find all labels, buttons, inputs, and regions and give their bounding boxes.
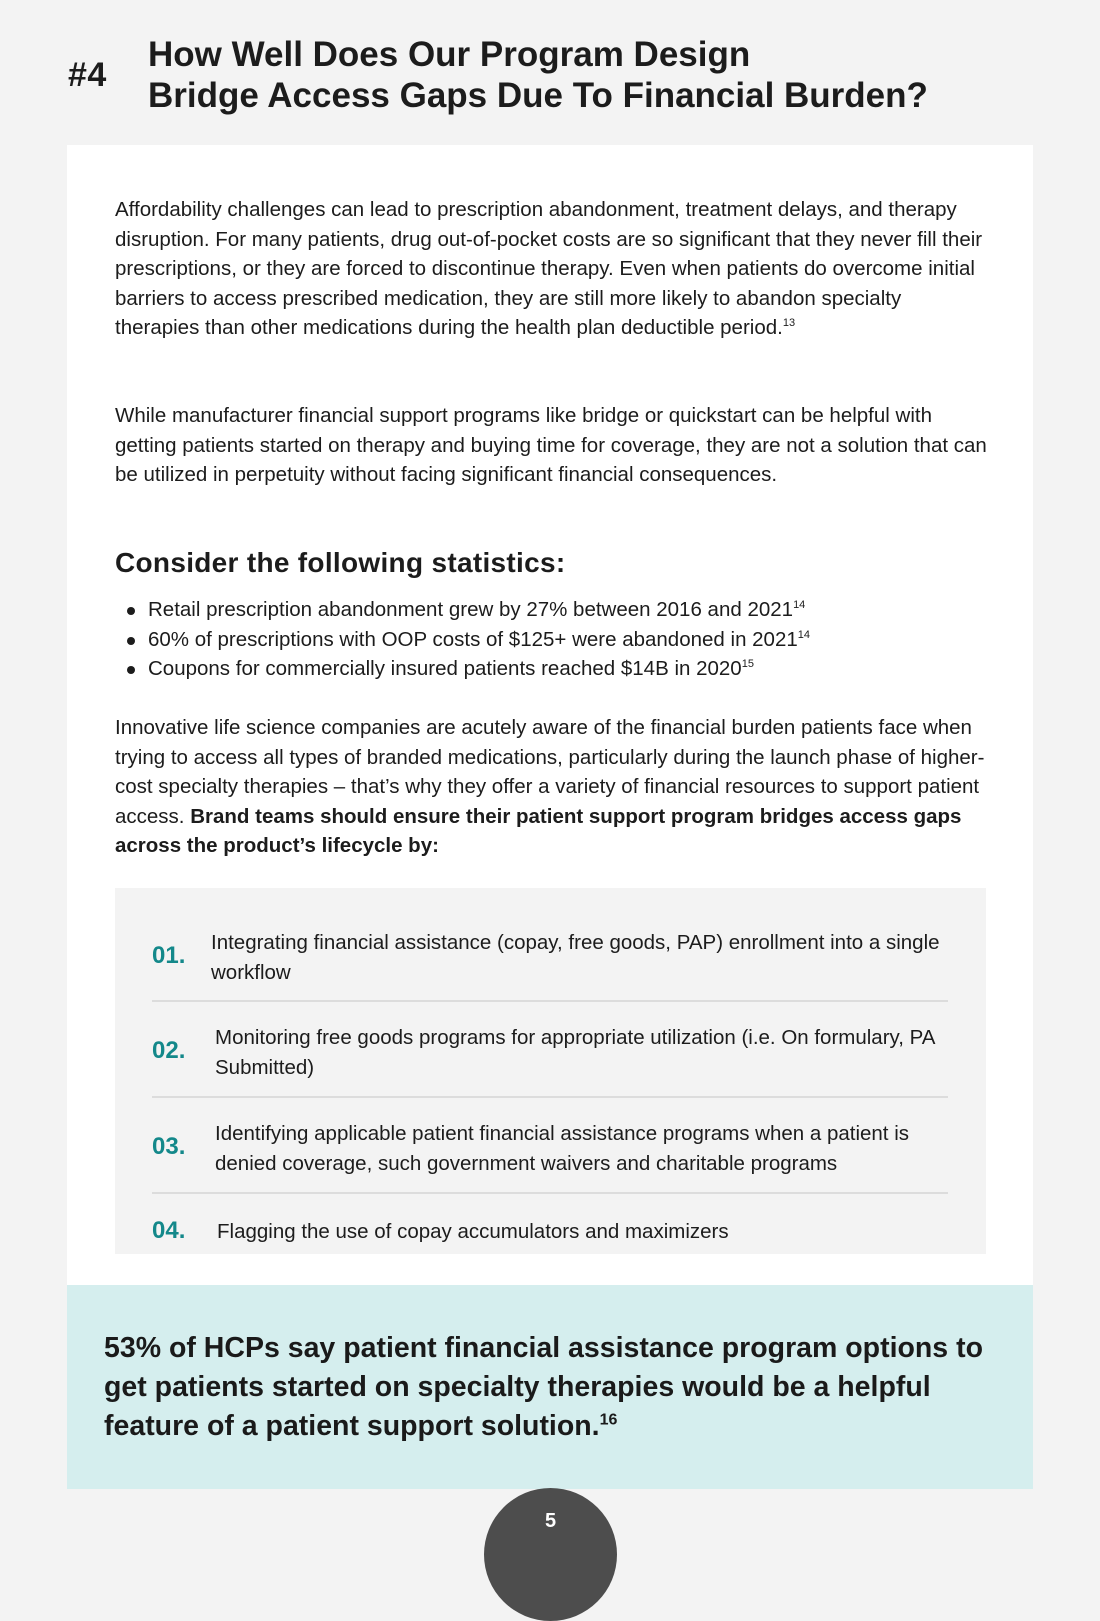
step-divider: [152, 1000, 948, 1002]
footnote-ref: 14: [797, 628, 811, 641]
statistic-text: Retail prescription abandonment grew by 27% between 2016 and 2021: [148, 598, 794, 621]
step-text: Flagging the use of copay accumulators and maximizers: [217, 1220, 729, 1243]
list-item: [115, 654, 985, 684]
step-divider: [152, 1096, 948, 1098]
steps-box: [115, 888, 986, 1254]
intro-paragraph-1: [115, 195, 987, 343]
intro-paragraph-1-text: Affordability challenges can lead to prescription abandonment, treatment delays, and therapy disruption. For many patients, drug out-of-pocket costs are so significant that they never fill their prescriptions, or they are forced to discontinue therapy. Even when patients do overcome initial barriers to access prescribed medication, they are still more likely to abandon specialty therapies than other medications during the health plan deductible period.: [115, 198, 983, 339]
statistic-text: 60% of prescriptions with OOP costs of $125+ were abandoned in 2021: [148, 627, 798, 651]
intro-paragraph-2: While manufacturer financial support programs like bridge or quickstart can be helpful with getting patients started on therapy and buying time for coverage, they are not a solution that can be utilized in perpetuity without facing significant financial consequences.: [115, 404, 987, 486]
callout-statement: 53% of HCPs say patient financial assistance program options to get patients started on specialty therapies would be a helpful feature of a patient support solution.: [104, 1332, 983, 1442]
statistic-text: Coupons for commercially insured patients reached $14B in 2020: [148, 657, 742, 680]
statistics-heading: Consider the following statistics:: [115, 547, 566, 578]
list-item: [115, 595, 985, 625]
step-text: Identifying applicable patient financial assistance programs when a patient is denied coverage, such government waivers and charitable programs: [215, 1122, 909, 1175]
closing-bold-text: Brand teams should ensure their patient support program bridges access gaps across the product’s lifecycle by:: [115, 804, 962, 857]
footnote-ref: 13: [782, 317, 796, 330]
closing-paragraph: [115, 713, 987, 861]
callout-box: [67, 1285, 1033, 1489]
page-title-line-1: How Well Does Our Program Design: [148, 35, 751, 74]
step-number: 02.: [152, 1037, 186, 1064]
footnote-ref: 16: [599, 1411, 618, 1429]
page-title-line-2: Bridge Access Gaps Due To Financial Burden?: [148, 76, 928, 115]
closing-text: Innovative life science companies are acutely aware of the financial burden patients face when trying to access all types of branded medications, particularly during the launch phase of higher-cost specialty therapies – that’s why they offer a variety of financial resources to support patient access.: [115, 716, 985, 828]
footnote-ref: 15: [741, 658, 754, 671]
page-number-badge: [484, 1488, 617, 1621]
step-number: 04.: [152, 1217, 186, 1244]
page-title: [148, 34, 928, 116]
step-text: Integrating financial assistance (copay, free goods, PAP) enrollment into a single workflow: [211, 931, 940, 984]
list-item: [115, 625, 985, 655]
section-number: #4: [68, 56, 107, 94]
footnote-ref: 14: [793, 599, 806, 612]
step-text: Monitoring free goods programs for appropriate utilization (i.e. On formulary, PA Submitted): [215, 1026, 935, 1079]
statistics-list: [115, 595, 985, 684]
callout-text: [104, 1329, 1004, 1446]
content-card: [67, 145, 1033, 1285]
step-number: 01.: [152, 942, 186, 969]
page-number: 5: [544, 1510, 557, 1532]
step-divider: [152, 1192, 948, 1194]
step-number: 03.: [152, 1133, 186, 1160]
